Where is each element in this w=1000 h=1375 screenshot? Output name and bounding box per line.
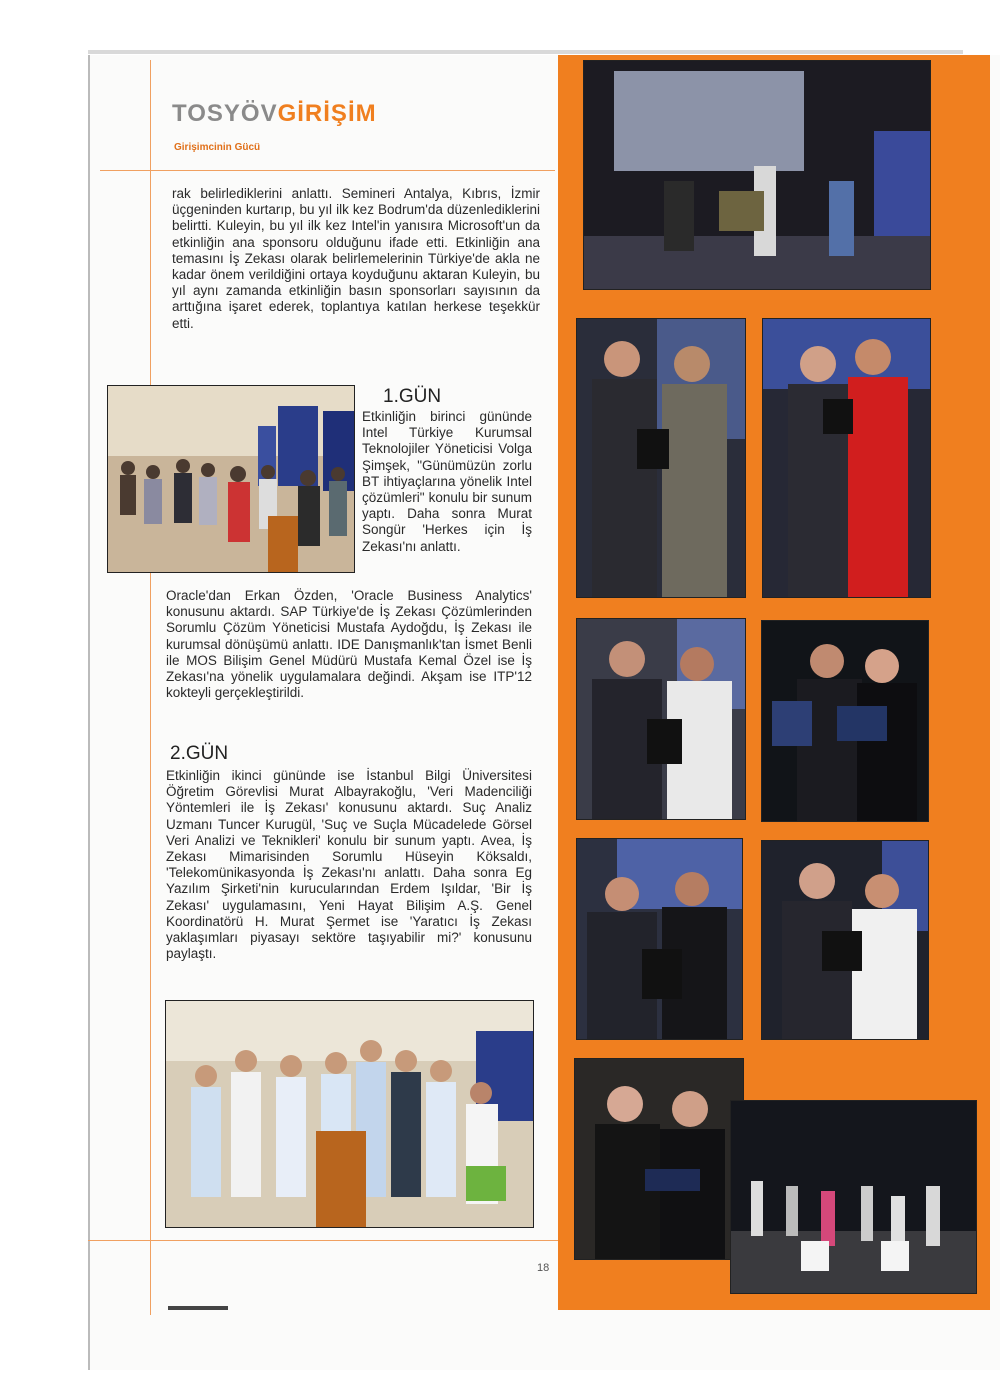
- day2-heading: 2.GÜN: [170, 743, 229, 764]
- group-photo-art: [166, 1001, 533, 1227]
- stage-band-photo: [583, 60, 931, 290]
- cocktail-party-art: [731, 1101, 976, 1293]
- award-photo-2-art: [763, 319, 930, 597]
- day2-paragraph: [166, 768, 532, 962]
- intro-paragraph: [172, 186, 540, 332]
- award-photo-2: [762, 318, 931, 598]
- crowd-photo-art: [108, 386, 354, 572]
- award-photo-6: [761, 840, 929, 1040]
- award-photo-7: [574, 1058, 744, 1260]
- footer-mark: [168, 1306, 228, 1310]
- day1-paragraph-full: [166, 588, 532, 701]
- page-number: 18: [537, 1262, 550, 1274]
- award-photo-3: [576, 618, 746, 820]
- header-rule: [100, 170, 555, 171]
- award-photo-4-art: [762, 621, 928, 821]
- logo-wordmark: [172, 100, 377, 128]
- day2-text: Etkinliğin ikinci gününde ise İstanbul Bilgi Üniversitesi Öğretim Görevlisi Murat Albayrakoğlu, 'Veri Madenciliği Yöntemleri ile İş Zekası' konusunu aktardı. Suç Analiz Uzmanı Tuncer Kurugül, 'Suç ve Suçla Mücadelede Görsel Veri Analizi ve Teknikleri' konulu bir sunum yaptı. Avea, İş Zekası Mimarisinden Sorumlu Hüseyin Köksaldı, 'Telekomünikasyonda İş Zekası'nı anlattı. Daha sonra Eg Yazılım Şirketi'nin kurucularından Erdem Işıldar, 'Bir İş Zekası' uygulamasını, Yeni Hayat Bilişim A.Ş. Genel Koordinatörü H. Murat Şermet ise 'Yaratıcı İş Zekası yaklaşımları piyasayı sektöre taşıyabilir mi?' konusunu paylaştı.: [166, 768, 532, 962]
- day1-text-side: Etkinliğin birinci gününde Intel Türkiye Kurumsal Teknolojiler Yöneticisi Volga Şimşek, "Günümüzün zorlu BT ihtiyaçlarına yönelik Intel çözümleri" konulu bir sunum yaptı. Daha sonra Murat Songür 'Herkes için İş Zekası'nı anlattı.: [362, 409, 532, 554]
- day1-heading: 1.GÜN: [383, 386, 442, 407]
- day1-paragraph-side: [362, 409, 532, 555]
- intro-text: rak belirlediklerini anlattı. Semineri Antalya, Kıbrıs, İzmir üçgeninden kurtarıp, bu yıl ilk kez Bodrum'da düzenlediklerini belirtti. Kuleyin, bu yıl ilk kez Intel'in yanısıra Microsoft'un da etkinliğin ana sponsoru olduğunu ifade etti. Etkinliğin ana temasını İş Zekası olarak belirlemelerinin Türkiye'de akla ne kadar önem verildiğini ortaya koyduğunu aktaran Kuleyin, bu yıl aynı zamanda etkinliğin basın sponsorları sayısının da arttığına işaret ederek, toplantıya katılan herkese teşekkür etti.: [172, 186, 540, 331]
- logo-left: TOSYÖV: [172, 100, 278, 127]
- logo-right: GİRİŞİM: [277, 100, 377, 127]
- group-photo: [165, 1000, 534, 1228]
- margin-line: [150, 60, 151, 1315]
- award-photo-1: [576, 318, 746, 598]
- award-photo-4: [761, 620, 929, 822]
- day1-text-full: Oracle'dan Erkan Özden, 'Oracle Business Analytics' konusunu aktardı. SAP Türkiye'de İş Zekası Çözümlerinden Sorumlu Çözüm Yöneticisi Mustafa Aydoğdu, İş Zekası ile kurumsal dönüşümü anlattı. IDE Danışmanlık'tan İsmet Benli ile MOS Bilişim Genel Müdürü Mustafa Kemal Özel ise İş Zekası'na yönelik uygulamalara değindi. Akşam ise ITP'12 kokteyli gerçekleştirildi.: [166, 588, 532, 701]
- footer-rule: [88, 1240, 558, 1241]
- award-photo-3-art: [577, 619, 745, 819]
- logo-tagline: Girişimcinin Gücü: [174, 142, 261, 153]
- top-rule: [88, 50, 963, 54]
- award-photo-7-art: [575, 1059, 743, 1259]
- conference-crowd-photo: [107, 385, 355, 573]
- award-photo-6-art: [762, 841, 928, 1039]
- stage-band-art: [584, 61, 930, 289]
- cocktail-party-photo: [730, 1100, 977, 1294]
- award-photo-1-art: [577, 319, 745, 597]
- award-photo-5-art: [577, 839, 742, 1039]
- award-photo-5: [576, 838, 743, 1040]
